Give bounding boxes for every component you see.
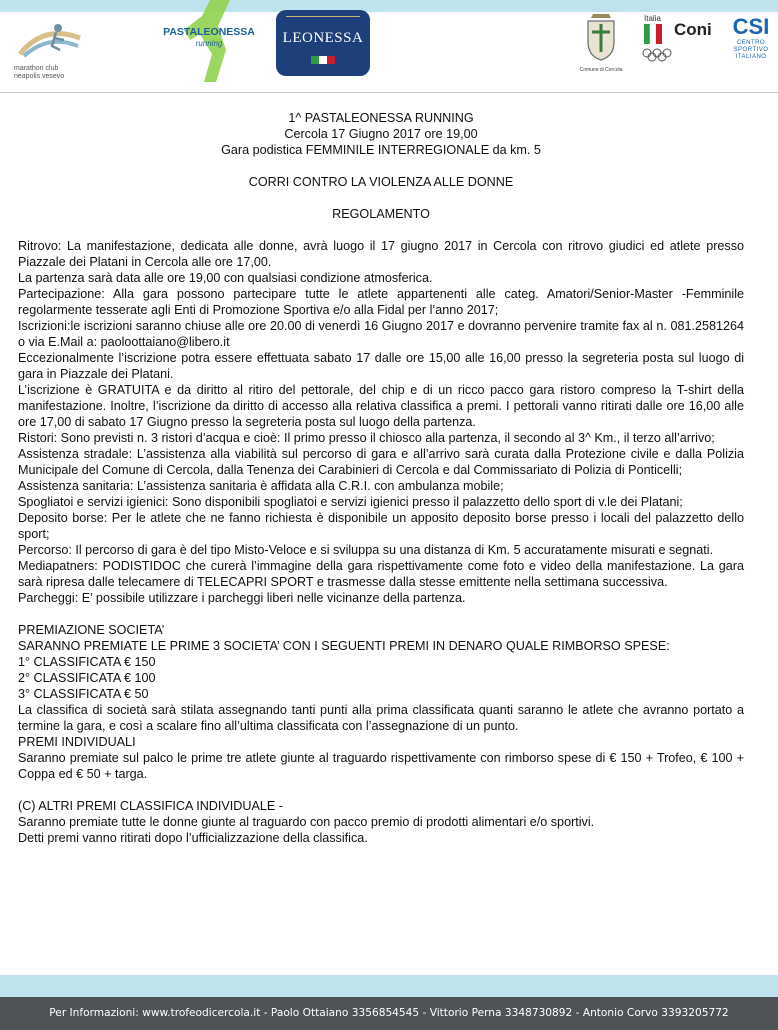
rule-ristori: Ristori: Sono previsti n. 3 ristori d’acqua e cioè: Il primo presso il chiosco alla partenza, il secondo al 3^ Km., il terzo all’arrivo;: [18, 431, 715, 445]
rule-iscrizioni: Iscrizioni:le iscrizioni saranno chiuse alle ore 20.00 di venerdì 16 Giugno 2017 e dovranno pervenire tramite fax al n. 081.2581264 o via E.Mail a: paoloottaiano@libero.it: [18, 319, 744, 349]
rule-assistenza-sanitaria: Assistenza sanitaria: L’assistenza sanitaria è affidata alla C.R.I. con ambulanza mobile;: [18, 479, 504, 493]
olympic-rings-icon: [642, 48, 672, 62]
marathon-logo-line1: marathon club: [14, 65, 59, 72]
csi-caption-line2: SPORTIVO: [733, 47, 769, 53]
rule-ritrovo: Ritrovo: La manifestazione, dedicata alle donne, avrà luogo il 17 giugno 2017 in Cercola con ritrovo giudici ed atlete presso Piazzale dei Platani in Cercola alle ore 17,00.: [18, 239, 744, 269]
rule-parcheggi: Parcheggi: E’ possibile utilizzare i parcheggi liberi nelle vicinanze della partenza.: [18, 591, 466, 605]
rule-partenza: La partenza sarà data alle ore 19,00 con qualsiasi condizione atmosferica.: [18, 271, 433, 285]
rule-spogliatoi: Spogliatoi e servizi igienici: Sono disponibili spogliatoi e servizi igienici presso il palazzetto dello sport di v.le dei Platani;: [18, 495, 683, 509]
coat-of-arms-icon: [578, 12, 624, 62]
pastaleonessa-subtitle: running: [195, 39, 223, 48]
rule-iscrizione-eccezionale: Eccezionalmente l’iscrizione potra essere effettuata sabato 17 dalle ore 15,00 alle 16,00 presso la segreteria posta sul luogo di gara in Piazzale dei Platani.: [18, 351, 744, 381]
event-motto: CORRI CONTRO LA VIOLENZA ALLE DONNE: [248, 175, 514, 189]
marathon-club-logo: [14, 16, 86, 78]
document-body: [18, 110, 744, 846]
individual-prizes-text: Saranno premiate sul palco le prime tre atlete giunte al traguardo rispettivamente con rimborso spese di € 150 + Trofeo, € 100 + Coppa ed € 50 + targa.: [18, 751, 744, 781]
other-prizes-line2: Detti premi vanno ritirati dopo l’ufficializzazione della classifica.: [18, 831, 368, 845]
runner-swoosh-icon: [14, 16, 86, 60]
title-block: [18, 110, 744, 238]
header-divider: [0, 92, 778, 93]
rules-list: [18, 238, 744, 606]
rule-assistenza-stradale: Assistenza stradale: L’assistenza alla viabilità sul percorso di gara e all’arrivo sarà curata dalla Protezione civile e dalla Polizia Municipale del Comune di Cercola, dalla Tenenza dei Carabinieri di Cercola e dal Commissariato di Polizia di Ponticelli;: [18, 447, 744, 477]
rule-partecipazione: Partecipazione: Alla gara possono partecipare tutte le atlete appartenenti alle categ. Amatori/Senior-Master -Femminile regolarmente tesserate agli Enti di Promozione Sportiva e/o alla Fidal per l’anno 2017;: [18, 287, 744, 317]
coni-italia-label: Italia: [644, 14, 661, 23]
pastaleonessa-title: PASTALEONESSA: [163, 26, 255, 38]
event-date: Cercola 17 Giugno 2017 ore 19,00: [284, 127, 478, 141]
society-prizes-intro: SARANNO PREMIATE LE PRIME 3 SOCIETA’ CON I SEGUENTI PREMI IN DENARO QUALE RIMBORSO SPESE:: [18, 639, 670, 653]
coni-logo: [640, 14, 720, 76]
footer-contacts: Per Informazioni: www.trofeodicercola.it - Paolo Ottaiano 3356854545 - Vittorio Perna 3348730892 - Antonio Corvo 3393205772: [0, 997, 778, 1030]
society-prize-2: 2° CLASSIFICATA € 100: [18, 671, 156, 685]
italian-flag-icon: [311, 56, 335, 64]
coni-logo-text: Coni: [674, 20, 712, 39]
rules-heading: REGOLAMENTO: [332, 207, 430, 221]
other-prizes-line1: Saranno premiate tutte le donne giunte al traguardo con pacco premio di prodotti alimentari e/o sportivi.: [18, 815, 595, 829]
rule-percorso: Percorso: Il percorso di gara è del tipo Misto-Veloce e si sviluppa su una distanza di Km. 5 accuratamente misurati e segnati.: [18, 543, 714, 557]
rule-deposito-borse: Deposito borse: Per le atlete che ne fanno richiesta è disponibile un apposito deposito borse presso i locali del palazzetto dello sport;: [18, 511, 744, 541]
header-logos: [0, 0, 778, 92]
csi-caption-line1: CENTRO: [736, 40, 766, 46]
marathon-logo-line2: neapolis vesevo: [14, 73, 65, 80]
pastaleonessa-running-logo: [160, 0, 258, 82]
society-prize-3: 3° CLASSIFICATA € 50: [18, 687, 149, 701]
csi-caption-line3: ITALIANO: [735, 54, 767, 60]
event-title: 1^ PASTALEONESSA RUNNING: [288, 111, 474, 125]
rule-mediapartners: Mediapatners: PODISTIDOC che curerà l’immagine della gara rispettivamente come foto e video della manifestazione. La gara sarà ripresa dalle telecamere di TELECAPRI SPORT e trasmesse dalla stesse emittente nella settimana successiva.: [18, 559, 744, 589]
event-type: Gara podistica FEMMINILE INTERREGIONALE da km. 5: [221, 143, 541, 157]
prizes-section: [18, 622, 744, 846]
society-prize-1: 1° CLASSIFICATA € 150: [18, 655, 156, 669]
comune-caption: Comune di Cercola: [579, 67, 623, 73]
leonessa-logo-text: LEONESSA: [282, 30, 364, 46]
csi-logo-text: CSI: [732, 14, 770, 39]
society-prizes-heading: PREMIAZIONE SOCIETA’: [18, 623, 165, 637]
rule-iscrizione-gratuita: L’iscrizione è GRATUITA e da diritto al ritiro del pettorale, del chip e di un ricco pacco gara ristoro compreso la T-shirt della manifestazione. Inoltre, l’iscrizione da diritto di accesso alla relativa classifica a premi. I pettorali vanno ritirati dalle ore 16,00 alle ore 17,00 di sabato 17 Giugno presso la segreteria posta sul luogo della partenza.: [18, 383, 744, 429]
leonessa-logo: [276, 10, 370, 76]
comune-di-cercola-logo: [578, 12, 624, 72]
other-prizes-heading: (C) ALTRI PREMI CLASSIFICA INDIVIDUALE -: [18, 799, 283, 813]
individual-prizes-heading: PREMI INDIVIDUALI: [18, 735, 136, 749]
csi-logo: [728, 14, 774, 78]
footer-band: [0, 975, 778, 997]
society-ranking-note: La classifica di società sarà stilata assegnando tanti punti alla prima classificata quanti saranno le atlete che avranno portato a termine la gara, e così a scalare fino all’ultima classificata con l’assegnazione di un punto.: [18, 703, 744, 733]
